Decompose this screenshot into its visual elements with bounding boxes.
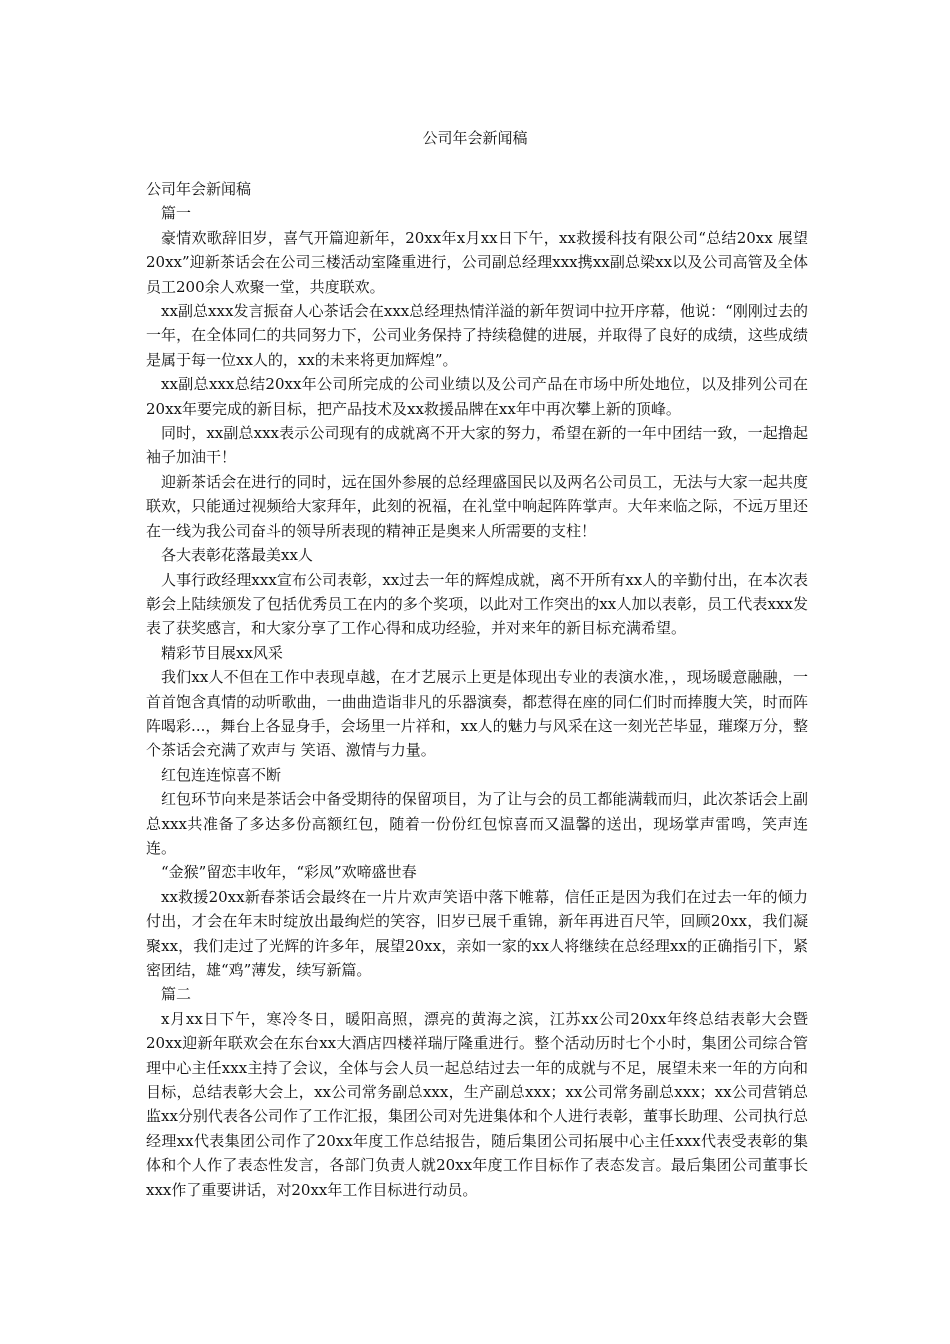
document-body bbox=[146, 177, 808, 1202]
doc-heading: 公司年会新闻稿 bbox=[146, 180, 252, 198]
section-label: 篇一 bbox=[161, 204, 192, 223]
section-label: 篇二 bbox=[161, 985, 192, 1004]
subheading: 红包连连惊喜不断 bbox=[161, 765, 282, 784]
page-title: 公司年会新闻稿 bbox=[422, 129, 528, 147]
paragraph: 豪情欢歌辞旧岁，喜气开篇迎新年，20xx年x月xx日下午，xx救援科技有限公司“总结20xx 展望20xx”迎新茶话会在公司三楼活动室隆重进行，公司副总经理xxx携xx副总梁xx以及公司高管及全体员工200余人欢聚一堂，共度联欢。 bbox=[146, 228, 808, 296]
paragraph: xx副总xxx发言振奋人心茶话会在xxx总经理热情洋溢的新年贺词中拉开序幕，他说：“刚刚过去的一年，在全体同仁的共同努力下，公司业务保持了持续稳健的进展，并取得了良好的成绩，这些成绩是属于每一位xx人的，xx的未来将更加辉煌”。 bbox=[146, 302, 808, 369]
paragraph: x月xx日下午，寒冷冬日，暖阳高照，漂亮的黄海之滨，江苏xx公司20xx年终总结表彰大会暨20xx迎新年联欢会在东台xx大酒店四楼祥瑞厅隆重进行。整个活动历时七个小时，集团公司综合管理中心主任xxx主持了会议，全体与会人员一起总结过去一年的成就与不足，展望未来一年的方向和目标，总结表彰大会上，xx公司常务副总xxx，生产副总xxx；xx公司常务副总xxx；xx公司营销总监xx分别代表各公司作了工作汇报，集团公司对先进集体和个人进行表彰，董事长助理、公司执行总经理xx代表集团公司作了20xx年度工作总结报告，随后集团公司拓展中心主任xxx代表受表彰的集体和个人作了表态性发言，各部门负责人就20xx年度工作目标作了表态发言。最后集团公司董事长xxx作了重要讲话，对20xx年工作目标进行动员。 bbox=[146, 1009, 808, 1199]
subheading: “金猴”留恋丰收年，“彩凤”欢啼盛世春 bbox=[161, 863, 417, 882]
paragraph: 迎新茶话会在进行的同时，远在国外参展的总经理盛国民以及两名公司员工，无法与大家一起共度联欢，只能通过视频给大家拜年，此刻的祝福，在礼堂中响起阵阵掌声。大年来临之际，不远万里还在一线为我公司奋斗的领导所表现的精神正是奥来人所需要的支柱！ bbox=[146, 472, 808, 540]
paragraph: xx救援20xx新春茶话会最终在一片片欢声笑语中落下帷幕，信任正是因为我们在过去一年的倾力付出，才会在年末时绽放出最绚烂的笑容，旧岁已展千重锦，新年再进百尺竿，回顾20xx，我们凝聚xx，我们走过了光辉的许多年，展望20xx，亲如一家的xx人将继续在总经理xx的正确指引下，紧密团结，雄“鸡”薄发，续写新篇。 bbox=[146, 887, 808, 979]
paragraph: xx副总xxx总结20xx年公司所完成的公司业绩以及公司产品在市场中所处地位，以及排列公司在20xx年要完成的新目标，把产品技术及xx救援品牌在xx年中再次攀上新的顶峰。 bbox=[146, 375, 808, 418]
subheading: 各大表彰花落最美xx人 bbox=[161, 546, 313, 565]
paragraph: 人事行政经理xxx宣布公司表彰，xx过去一年的辉煌成就，离不开所有xx人的辛勤付出，在本次表彰会上陆续颁发了包括优秀员工在内的多个奖项，以此对工作突出的xx人加以表彰，员工代表xxx发表了获奖感言，和大家分享了工作心得和成功经验，并对来年的新目标充满希望。 bbox=[146, 570, 808, 638]
paragraph: 我们xx人不但在工作中表现卓越，在才艺展示上更是体现出专业的表演水准，，现场暖意融融，一首首饱含真情的动听歌曲，一曲曲造诣非凡的乐器演奏，都惹得在座的同仁们时而捧腹大笑，时而阵阵喝彩...，舞台上各显身手，会场里一片祥和，xx人的魅力与风采在这一刻光芒毕显，璀璨万分，整个茶话会充满了欢声与 笑语、激情与力量。 bbox=[146, 668, 808, 760]
paragraph: 同时，xx副总xxx表示公司现有的成就离不开大家的努力，希望在新的一年中团结一致，一起撸起袖子加油干！ bbox=[146, 424, 808, 467]
paragraph: 红包环节向来是茶话会中备受期待的保留项目，为了让与会的员工都能满载而归，此次茶话会上副总xxx共准备了多达多份高额红包，随着一份份红包惊喜而又温馨的送出，现场掌声雷鸣，笑声连连。 bbox=[146, 790, 808, 857]
subheading: 精彩节目展xx风采 bbox=[161, 643, 283, 662]
